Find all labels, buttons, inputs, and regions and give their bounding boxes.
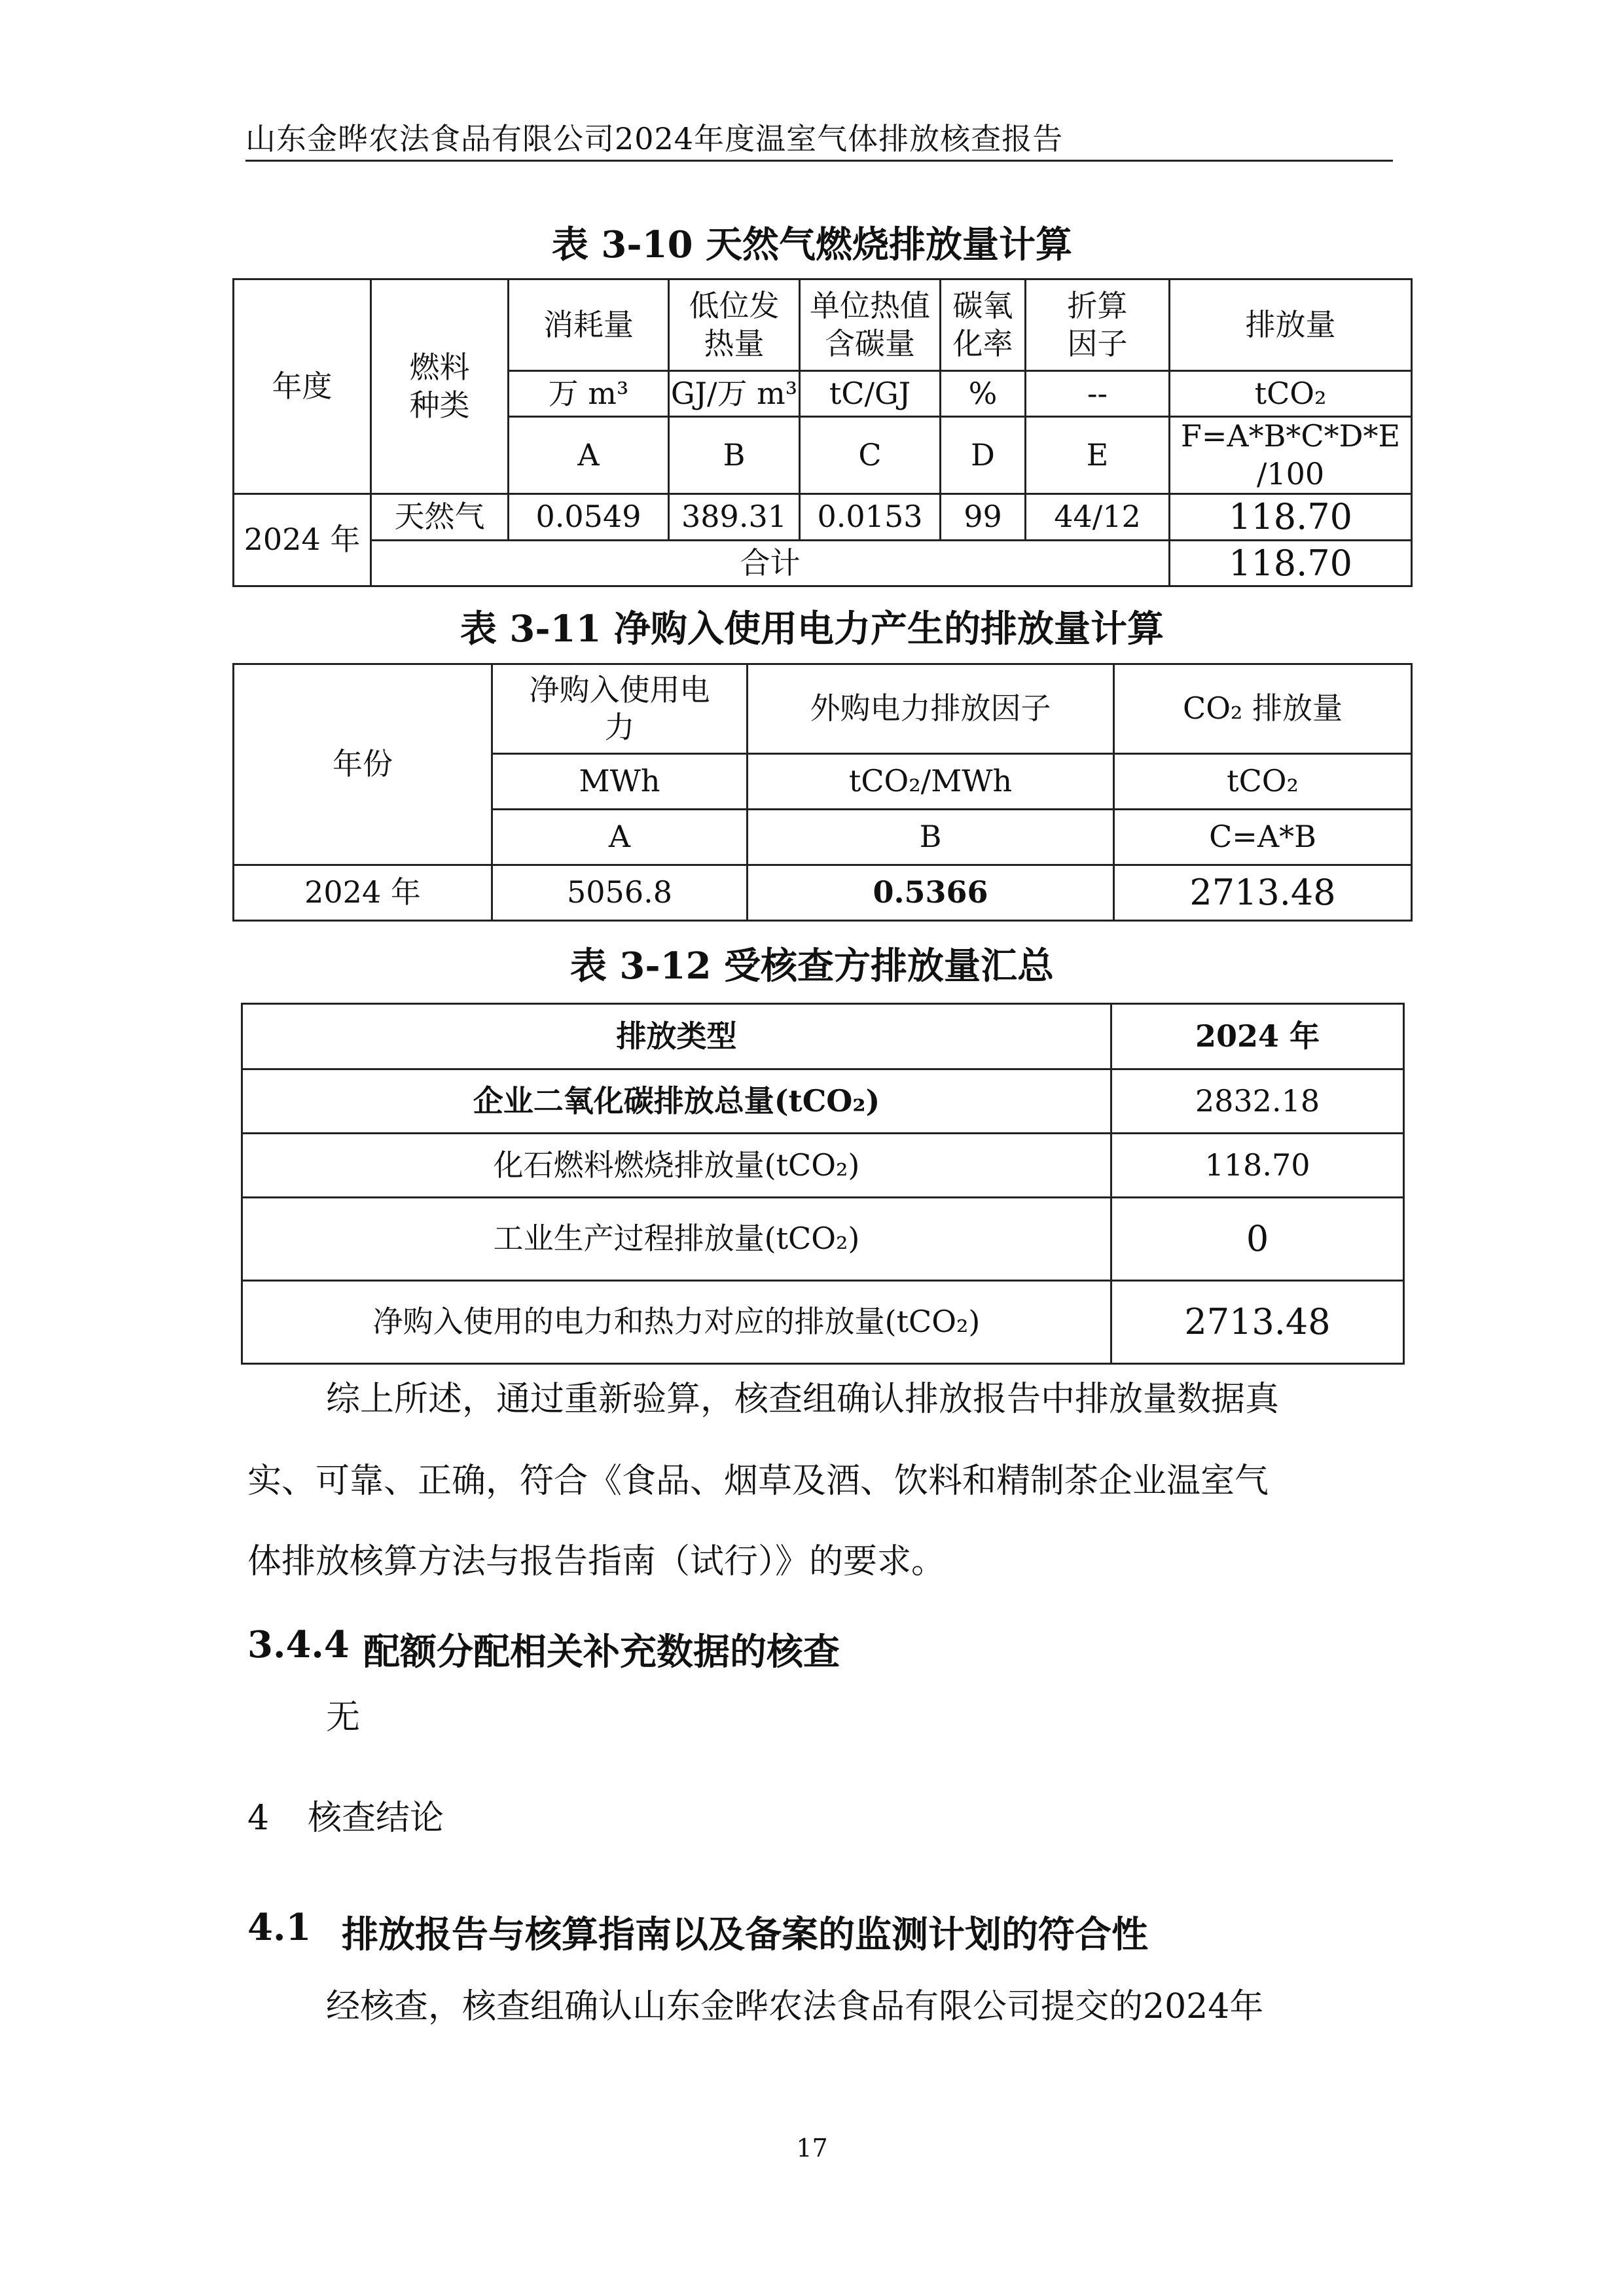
unit-ncv: GJ/万 m³: [669, 371, 800, 417]
row-electricity-value: 2713.48: [1111, 1281, 1404, 1364]
table-3-12-caption: 表 3-12 受核查方排放量汇总: [569, 944, 1055, 988]
paragraph-line: 综上所述，通过重新验算，核查组确认排放报告中排放量数据真: [326, 1380, 1280, 1419]
page-header: 山东金晔农法食品有限公司2024年度温室气体排放核查报告: [245, 121, 1064, 156]
symbol-a: A: [509, 417, 669, 494]
value-d: 99: [941, 494, 1026, 541]
section-3-4-4-number: 3.4.4: [247, 1623, 350, 1666]
table-3-10: [232, 278, 1413, 587]
section-3-4-4-text: 无: [326, 1698, 361, 1737]
value-c: 2713.48: [1114, 865, 1412, 921]
paragraph-line: 实、可靠、正确，符合《食品、烟草及酒、饮料和精制茶企业温室气: [247, 1462, 1269, 1501]
header-consumption: 消耗量: [509, 279, 669, 371]
page-number: 17: [796, 2134, 828, 2162]
header-emission: 排放量: [1170, 279, 1412, 371]
row-year-2024: 2024 年: [234, 865, 492, 921]
total-value: 118.70: [1170, 540, 1412, 586]
row-year-2024: 2024 年: [234, 494, 371, 586]
table-3-12: [241, 1003, 1405, 1365]
symbol-c-formula: C=A*B: [1114, 810, 1412, 865]
header-year: 年度: [234, 279, 371, 494]
symbol-d: D: [941, 417, 1026, 494]
unit-power: MWh: [492, 754, 748, 810]
symbol-b: B: [748, 810, 1114, 865]
header-emission-type: 排放类型: [242, 1004, 1111, 1069]
unit-emission: tCO₂: [1170, 371, 1412, 417]
header-rule: [245, 160, 1393, 162]
unit-emission-factor: tCO₂/MWh: [748, 754, 1114, 810]
section-4-1-title: 排放报告与核算指南以及备案的监测计划的符合性: [342, 1913, 1148, 1956]
header-emission-factor: 外购电力排放因子: [748, 664, 1114, 754]
header-fuel-type: 燃料 种类: [371, 279, 509, 494]
value-c: 0.0153: [800, 494, 941, 541]
table-3-11-caption: 表 3-11 净购入使用电力产生的排放量计算: [460, 607, 1164, 651]
value-a: 0.0549: [509, 494, 669, 541]
symbol-e: E: [1026, 417, 1170, 494]
section-3-4-4-title: 配额分配相关补充数据的核查: [363, 1630, 840, 1674]
row-process-label: 工业生产过程排放量(tCO₂): [242, 1198, 1111, 1281]
paragraph-line: 体排放核算方法与报告指南（试行）》的要求。: [247, 1542, 946, 1581]
header-carbon-content: 单位热值 含碳量: [800, 279, 941, 371]
value-b: 0.5366: [748, 865, 1114, 921]
row-process-value: 0: [1111, 1198, 1404, 1281]
unit-oxidation-rate: %: [941, 371, 1026, 417]
symbol-b: B: [669, 417, 800, 494]
row-fossil-value: 118.70: [1111, 1134, 1404, 1198]
row-electricity-label: 净购入使用的电力和热力对应的排放量(tCO₂): [242, 1281, 1111, 1364]
section-4-title: 核查结论: [308, 1799, 444, 1838]
row-fuel-natural-gas: 天然气: [371, 494, 509, 541]
header-purchased-power: 净购入使用电 力: [492, 664, 748, 754]
value-e: 44/12: [1026, 494, 1170, 541]
unit-carbon-content: tC/GJ: [800, 371, 941, 417]
header-conversion-factor: 折算 因子: [1026, 279, 1170, 371]
row-total-label: 企业二氧化碳排放总量(tCO₂): [242, 1069, 1111, 1134]
total-label: 合计: [371, 540, 1170, 586]
value-b: 389.31: [669, 494, 800, 541]
section-4-number: 4: [247, 1799, 270, 1838]
unit-conversion-factor: --: [1026, 371, 1170, 417]
symbol-a: A: [492, 810, 748, 865]
paragraph-line: 经核查，核查组确认山东金晔农法食品有限公司提交的2024年: [326, 1987, 1264, 2026]
unit-co2-emission: tCO₂: [1114, 754, 1412, 810]
row-fossil-label: 化石燃料燃烧排放量(tCO₂): [242, 1134, 1111, 1198]
value-f: 118.70: [1170, 494, 1412, 541]
header-year-2024: 2024 年: [1111, 1004, 1404, 1069]
header-oxidation-rate: 碳氧 化率: [941, 279, 1026, 371]
header-year: 年份: [234, 664, 492, 865]
symbol-f-formula: F=A*B*C*D*E /100: [1170, 417, 1412, 494]
header-co2-emission: CO₂ 排放量: [1114, 664, 1412, 754]
table-3-10-caption: 表 3-10 天然气燃烧排放量计算: [551, 223, 1073, 266]
table-3-11: [232, 663, 1413, 922]
unit-consumption: 万 m³: [509, 371, 669, 417]
symbol-c: C: [800, 417, 941, 494]
header-ncv: 低位发 热量: [669, 279, 800, 371]
section-4-1-number: 4.1: [247, 1906, 312, 1949]
value-a: 5056.8: [492, 865, 748, 921]
row-total-value: 2832.18: [1111, 1069, 1404, 1134]
